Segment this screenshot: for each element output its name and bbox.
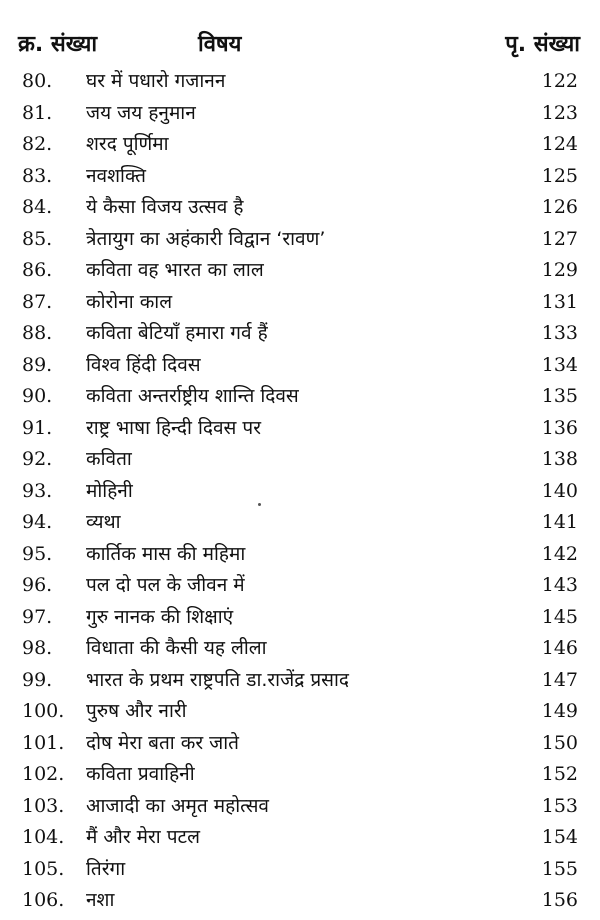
row-page-number: 152 (541, 763, 578, 785)
header-page-number: पृ. संख्या (505, 32, 580, 57)
contents-row (0, 696, 600, 728)
row-title: गुरु नानक की शिक्षाएं (86, 605, 234, 628)
contents-row (0, 98, 600, 130)
row-page-number: 155 (541, 857, 578, 880)
row-page-number: 145 (541, 605, 578, 628)
row-serial-number: 85. (22, 227, 53, 250)
row-page-number: 122 (541, 70, 578, 92)
contents-row (0, 224, 600, 256)
row-serial-number: 100. (22, 700, 65, 722)
row-page-number: 133 (541, 322, 578, 344)
row-serial-number: 83. (22, 164, 53, 187)
row-serial-number: 88. (22, 322, 53, 344)
contents-row (0, 476, 600, 508)
row-serial-number: 103. (22, 794, 65, 817)
row-page-number: 140 (541, 479, 578, 502)
row-title: विधाता की कैसी यह लीला (86, 637, 267, 659)
row-page-number: 153 (541, 794, 578, 817)
row-page-number: 124 (541, 133, 578, 155)
contents-row (0, 66, 600, 98)
row-title: शरद पूर्णिमा (86, 133, 169, 155)
row-page-number: 126 (541, 196, 578, 218)
row-serial-number: 106. (22, 889, 65, 911)
table-header (0, 28, 600, 68)
contents-row (0, 192, 600, 224)
contents-row (0, 633, 600, 665)
row-serial-number: 84. (22, 196, 53, 218)
row-title: मोहिनी (86, 479, 133, 502)
row-serial-number: 102. (22, 763, 65, 785)
row-page-number: 123 (541, 101, 578, 124)
row-serial-number: 92. (22, 448, 53, 470)
row-page-number: 135 (541, 385, 578, 407)
row-title: दोष मेरा बता कर जाते (86, 731, 240, 754)
row-serial-number: 80. (22, 70, 53, 92)
row-serial-number: 90. (22, 385, 53, 407)
row-title: नशा (86, 889, 115, 911)
row-serial-number: 87. (22, 290, 53, 313)
row-title: नवशक्ति (86, 164, 146, 187)
row-serial-number: 81. (22, 101, 53, 124)
row-page-number: 131 (541, 290, 578, 313)
row-title: व्यथा (86, 511, 121, 533)
row-title: घर में पधारो गजानन (86, 70, 226, 92)
row-page-number: 143 (541, 574, 578, 596)
row-page-number: 149 (541, 700, 578, 722)
row-title: जय जय हनुमान (86, 101, 196, 124)
contents-row (0, 570, 600, 602)
row-title: कार्तिक मास की महिमा (86, 542, 246, 565)
row-serial-number: 82. (22, 133, 53, 155)
row-serial-number: 97. (22, 605, 53, 628)
row-page-number: 127 (541, 227, 578, 250)
row-page-number: 141 (541, 511, 578, 533)
contents-list (0, 66, 600, 917)
row-page-number: 129 (541, 259, 578, 281)
row-serial-number: 105. (22, 857, 65, 880)
contents-row (0, 129, 600, 161)
contents-row (0, 507, 600, 539)
header-serial-number: क्र. संख्या (18, 32, 98, 57)
row-serial-number: 86. (22, 259, 53, 281)
row-title: राष्ट्र भाषा हिन्दी दिवस पर (86, 416, 261, 439)
contents-row (0, 318, 600, 350)
row-title: कविता अन्तर्राष्ट्रीय शान्ति दिवस (86, 385, 299, 407)
contents-row (0, 413, 600, 445)
contents-row (0, 161, 600, 193)
row-page-number: 136 (541, 416, 578, 439)
row-serial-number: 96. (22, 574, 53, 596)
row-serial-number: 99. (22, 668, 53, 691)
row-title: मैं और मेरा पटल (86, 826, 200, 848)
row-serial-number: 91. (22, 416, 53, 439)
contents-row (0, 444, 600, 476)
row-title: कविता बेटियाँ हमारा गर्व हैं (86, 322, 268, 344)
row-title: विश्व हिंदी दिवस (86, 353, 201, 376)
contents-row (0, 539, 600, 571)
row-page-number: 154 (541, 826, 578, 848)
row-title: भारत के प्रथम राष्ट्रपति डा.राजेंद्र प्रसाद (86, 668, 349, 691)
row-serial-number: 101. (22, 731, 65, 754)
row-page-number: 142 (541, 542, 578, 565)
row-serial-number: 104. (22, 826, 65, 848)
contents-row (0, 885, 600, 917)
row-page-number: 146 (541, 637, 578, 659)
row-title: पुरुष और नारी (86, 700, 187, 722)
row-title: कविता (86, 448, 132, 470)
row-title: तिरंगा (86, 857, 126, 880)
row-title: कविता वह भारत का लाल (86, 259, 264, 281)
row-page-number: 138 (541, 448, 578, 470)
contents-row (0, 602, 600, 634)
contents-row (0, 822, 600, 854)
contents-row (0, 854, 600, 886)
row-serial-number: 93. (22, 479, 53, 502)
contents-row (0, 665, 600, 697)
row-title: पल दो पल के जीवन में (86, 574, 245, 596)
row-title: कविता प्रवाहिनी (86, 763, 195, 785)
contents-row (0, 381, 600, 413)
row-serial-number: 89. (22, 353, 53, 376)
contents-row (0, 759, 600, 791)
print-speck (258, 503, 261, 506)
row-page-number: 156 (541, 889, 578, 911)
row-title: त्रेतायुग का अहंकारी विद्वान ‘रावण’ (86, 227, 326, 250)
row-serial-number: 95. (22, 542, 53, 565)
row-page-number: 150 (541, 731, 578, 754)
row-title: ये कैसा विजय उत्सव है (86, 196, 244, 218)
contents-row (0, 350, 600, 382)
row-title: आजादी का अमृत महोत्सव (86, 794, 270, 817)
row-page-number: 134 (541, 353, 578, 376)
contents-row (0, 255, 600, 287)
row-title: कोरोना काल (86, 290, 173, 313)
row-serial-number: 98. (22, 637, 53, 659)
row-serial-number: 94. (22, 511, 53, 533)
header-subject: विषय (198, 32, 242, 57)
row-page-number: 125 (541, 164, 578, 187)
contents-row (0, 287, 600, 319)
contents-row (0, 791, 600, 823)
row-page-number: 147 (541, 668, 578, 691)
contents-row (0, 728, 600, 760)
